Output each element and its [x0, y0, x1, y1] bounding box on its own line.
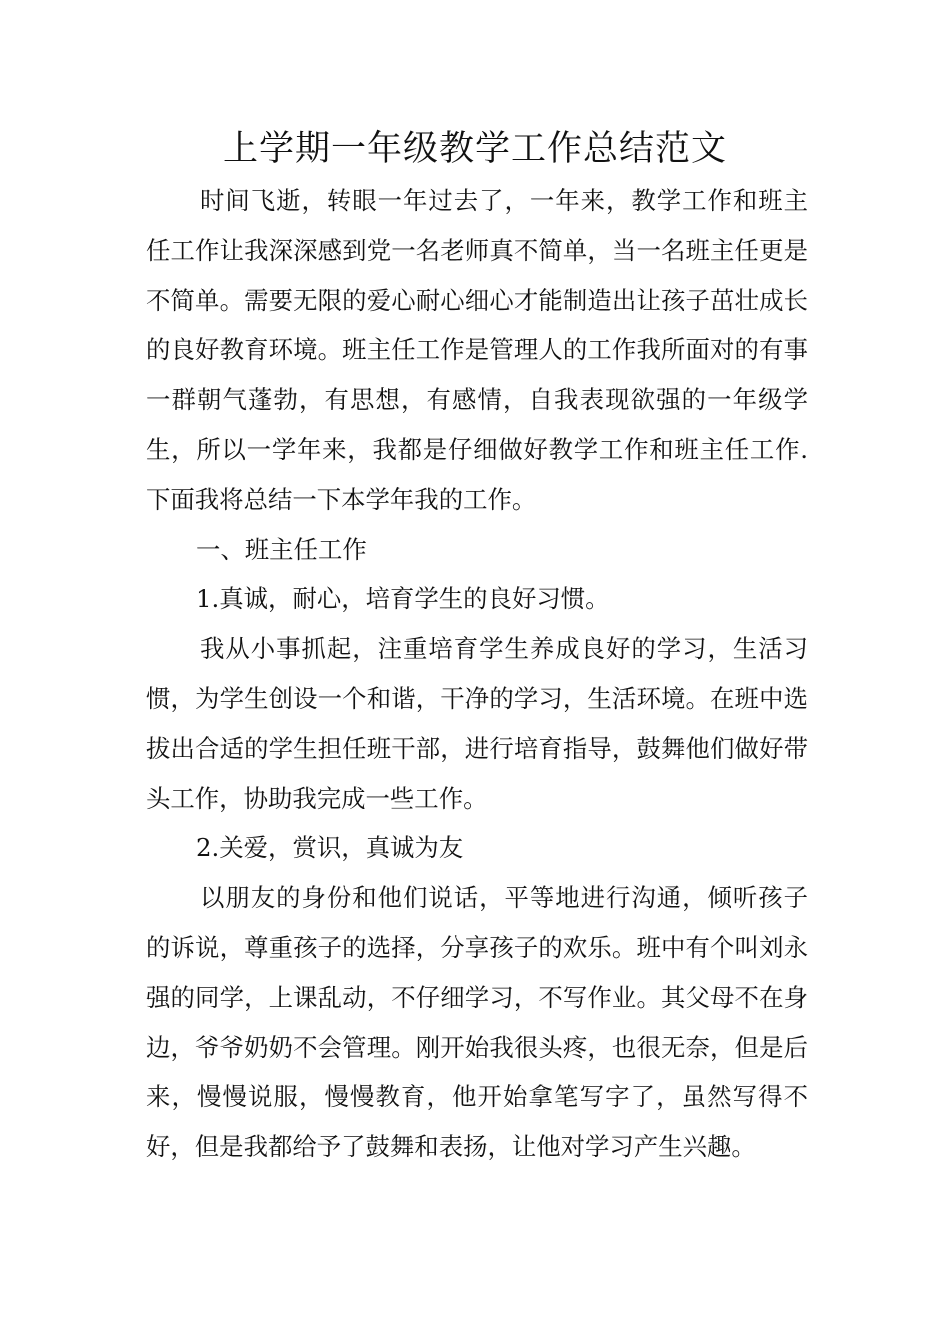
document-body: [146, 176, 808, 1172]
item-paragraph-2: 以朋友的身份和他们说话，平等地进行沟通，倾听孩子的诉说，尊重孩子的选择，分享孩子的欢乐。班中有个叫刘永强的同学，上课乱动，不仔细学习，不写作业。其父母不在身边，爷爷奶奶不会管理。刚开始我很头疼，也很无奈，但是后来，慢慢说服，慢慢教育，他开始拿笔写字了，虽然写得不好，但是我都给予了鼓舞和表扬，让他对学习产生兴趣。: [146, 883, 808, 1162]
item-paragraph-1: 我从小事抓起，注重培育学生养成良好的学习，生活习惯，为学生创设一个和谐，干净的学习，生活环境。在班中选拔出合适的学生担任班干部，进行培育指导，鼓舞他们做好带头工作，协助我完成一些工作。: [146, 634, 808, 813]
section-heading-class-teacher-work: 一、班主任工作: [196, 534, 367, 564]
document-title: 上学期一年级教学工作总结范文: [222, 129, 727, 169]
item-heading-1: 1.真诚，耐心，培育学生的良好习惯。: [196, 584, 610, 614]
intro-paragraph: 时间飞逝，转眼一年过去了，一年来，教学工作和班主任工作让我深深感到党一名老师真不简单，当一名班主任更是不简单。需要无限的爱心耐心细心才能制造出让孩子茁壮成长的良好教育环境。班主任工作是管理人的工作我所面对的有事一群朝气蓬勃，有思想，有感情，自我表现欲强的一年级学生，所以一学年来，我都是仔细做好教学工作和班主任工作.下面我将总结一下本学年我的工作。: [146, 186, 808, 514]
item-heading-2: 2.关爱，赏识，真诚为友: [196, 833, 464, 863]
